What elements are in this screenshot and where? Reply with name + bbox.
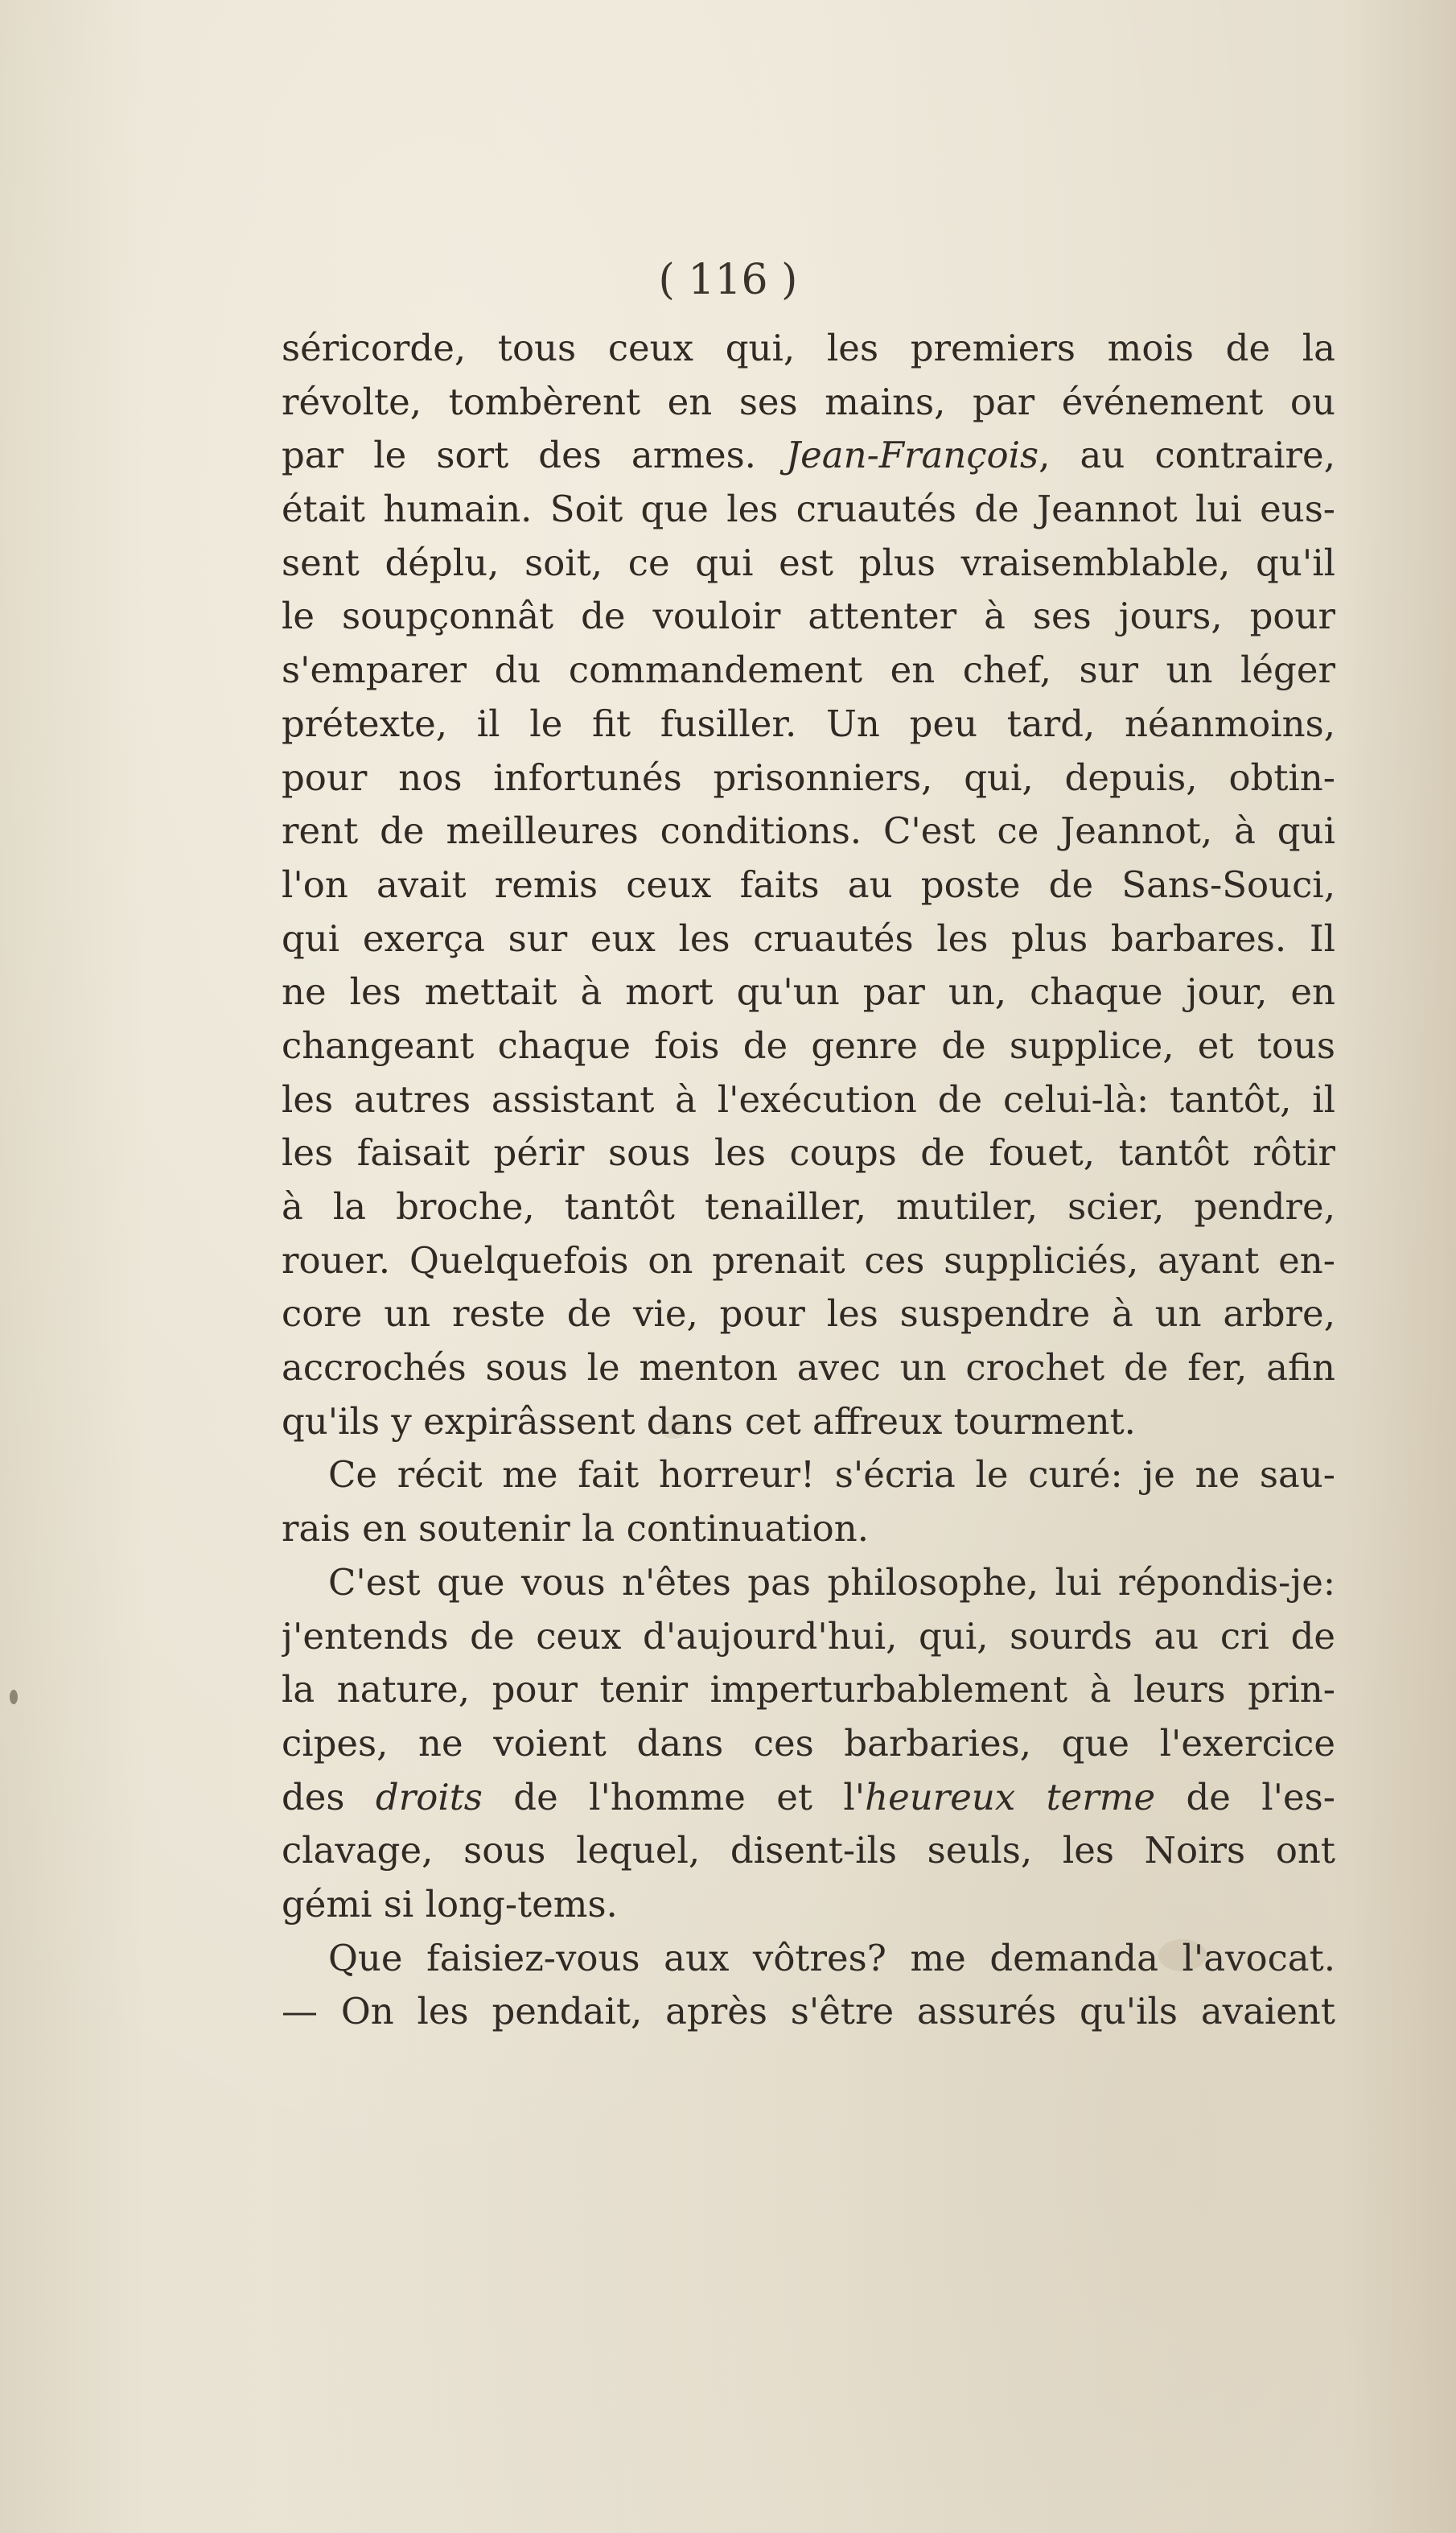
text-fragment: de l'homme et l' xyxy=(482,1775,866,1818)
text-line: changeant chaque fois de genre de supplice, et tous xyxy=(282,1023,1335,1067)
text-line: rent de meilleures conditions. C'est ce Jeannot, à qui xyxy=(282,809,1335,853)
text-line: était humain. Soit que les cruautés de Jeannot lui eus- xyxy=(282,488,1335,531)
text-line: qui exerça sur eux les cruautés les plus barbares. Il xyxy=(282,916,1335,960)
text-line: C'est que vous n'êtes pas philosophe, lui répondis-je: xyxy=(328,1560,1335,1604)
page-number: ( 116 ) xyxy=(658,256,798,304)
body-text xyxy=(282,322,1335,2039)
text-line: — On les pendait, après s'être assurés qu'ils avaient xyxy=(282,1990,1335,2033)
text-line: qu'ils y expirâssent dans cet affreux tourment. xyxy=(282,1399,1136,1443)
text-line: le soupçonnât de vouloir attenter à ses jours, pour xyxy=(282,595,1335,638)
text-line: cipes, ne voient dans ces barbaries, que l'exercice xyxy=(282,1721,1335,1765)
text-fragment: des xyxy=(282,1775,376,1818)
margin-mark xyxy=(10,1690,18,1704)
text-line: core un reste de vie, pour les suspendre à un arbre, xyxy=(282,1292,1335,1336)
text-fragment: par le sort des armes. xyxy=(282,434,787,477)
text-line: gémi si long-tems. xyxy=(282,1882,618,1925)
italic-phrase: heureux terme xyxy=(865,1775,1156,1818)
text-line: ne les mettait à mort qu'un par un, chaque jour, en xyxy=(282,970,1335,1014)
text-line: séricorde, tous ceux qui, les premiers mois de la xyxy=(282,327,1335,369)
text-line: sent déplu, soit, ce qui est plus vraisemblable, qu'il xyxy=(282,541,1335,584)
text-line: la nature, pour tenir imperturbablement à leurs prin- xyxy=(282,1668,1335,1711)
text-fragment: , au contraire, xyxy=(1039,434,1335,477)
text-line: rais en soutenir la continuation. xyxy=(282,1507,870,1551)
italic-word: droits xyxy=(375,1775,483,1818)
text-line: j'entends de ceux d'aujourd'hui, qui, sourds au cri de xyxy=(282,1614,1335,1658)
text-line: s'emparer du commandement en chef, sur un léger xyxy=(282,649,1335,692)
text-line: révolte, tombèrent en ses mains, par événement ou xyxy=(282,380,1335,423)
text-line: pour nos infortunés prisonniers, qui, depuis, obtin- xyxy=(282,756,1335,799)
text-line: prétexte, il le fit fusiller. Un peu tard, néanmoins, xyxy=(282,702,1335,745)
text-line: accrochés sous le menton avec un crochet de fer, afin xyxy=(282,1346,1335,1390)
text-fragment: de l'es- xyxy=(1155,1775,1335,1818)
text-line: les faisait périr sous les coups de fouet, tantôt rôtir xyxy=(282,1131,1335,1175)
italic-name: Jean-François xyxy=(786,434,1039,477)
text-line xyxy=(282,1771,1335,1825)
text-line xyxy=(282,429,1335,483)
text-line: Ce récit me fait horreur! s'écria le curé: je ne sau- xyxy=(328,1453,1335,1497)
text-line: à la broche, tantôt tenailler, mutiler, scier, pendre, xyxy=(282,1185,1335,1228)
text-line: les autres assistant à l'exécution de celui-là: tantôt, il xyxy=(282,1077,1335,1121)
text-line: clavage, sous lequel, disent-ils seuls, les Noirs ont xyxy=(282,1829,1335,1872)
text-line: rouer. Quelquefois on prenait ces suppliciés, ayant en- xyxy=(282,1238,1335,1282)
text-line: Que faisiez-vous aux vôtres? me demanda l'avocat. xyxy=(328,1936,1335,1979)
text-line: l'on avait remis ceux faits au poste de Sans-Souci, xyxy=(282,863,1335,906)
